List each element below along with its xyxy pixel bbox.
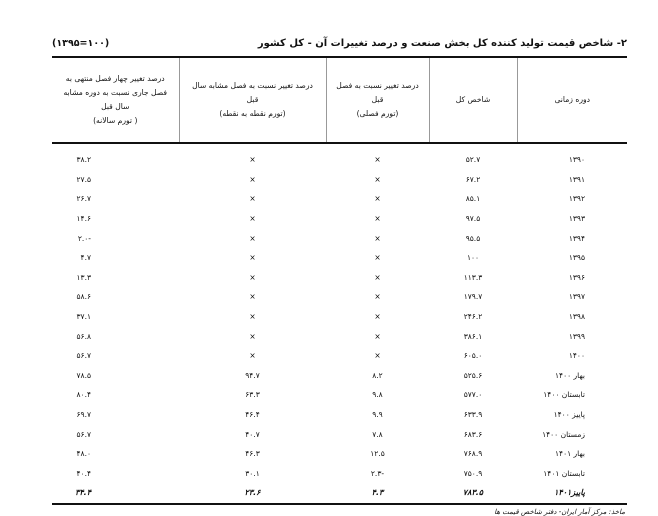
cell-yoy: ۴۰.۷ <box>245 429 260 439</box>
cell-qoq: × <box>374 272 381 282</box>
cell-annual: ۵۶.۷ <box>76 351 91 361</box>
cell-index: ۷۸۳.۵ <box>429 483 517 504</box>
cell-index: ۹۷.۵ <box>465 214 481 224</box>
cell-yoy: ۴۶.۳ <box>245 449 260 459</box>
cell-period: ۱۳۹۴ <box>568 233 585 243</box>
cell-period: بهار ۱۴۰۱ <box>555 449 585 459</box>
cell-yoy: × <box>249 351 256 361</box>
cell-yoy: ۶۳.۳ <box>245 390 260 400</box>
table-row <box>52 405 627 425</box>
cell-annual: ۸۰.۴ <box>76 390 91 400</box>
cell-annual: ۵۸.۶ <box>76 292 91 302</box>
cell-qoq: × <box>374 194 381 204</box>
cell-annual: ۳۸.۲ <box>76 155 91 165</box>
cell-annual: ۱۴.۶ <box>76 214 91 224</box>
table-row <box>52 464 627 484</box>
cell-annual: -۲.۰ <box>77 233 91 243</box>
table-row <box>52 385 627 405</box>
cell-yoy: × <box>249 292 256 302</box>
table-row <box>52 483 627 504</box>
base-year-note: (۱۰۰=۱۳۹۵) <box>52 38 110 49</box>
cell-period: ۱۳۹۳ <box>568 214 585 224</box>
cell-period: ۱۳۹۲ <box>568 194 585 204</box>
cell-period: ۱۳۹۵ <box>568 253 585 263</box>
cell-annual: ۵۶.۸ <box>76 331 91 341</box>
cell-yoy: × <box>249 272 256 282</box>
cell-index: ۵۷۷.۰ <box>463 390 483 400</box>
cell-period: ۱۳۹۷ <box>568 292 585 302</box>
cell-annual: ۲۶.۷ <box>76 194 91 204</box>
cell-yoy: ۴۶.۴ <box>245 410 260 420</box>
cell-yoy: × <box>249 233 256 243</box>
table-row <box>52 228 627 248</box>
cell-qoq: × <box>374 292 381 302</box>
cell-qoq: ۹.۹ <box>372 410 383 420</box>
cell-yoy: ۹۴.۷ <box>245 370 260 380</box>
cell-annual: ۱۳.۳ <box>76 272 91 282</box>
cell-annual: ۴۸.۰ <box>76 449 91 459</box>
table-row <box>52 248 627 268</box>
table-row <box>52 424 627 444</box>
source-note: ماخذ: مرکز آمار ایران- دفتر شاخص قیمت ها <box>494 507 625 516</box>
cell-qoq: × <box>374 155 381 165</box>
cell-qoq: ۷.۸ <box>372 429 383 439</box>
cell-qoq: × <box>374 253 381 263</box>
header-index: شاخص کل <box>429 57 517 143</box>
table-row <box>52 307 627 327</box>
header-period: دوره زمانی <box>517 57 627 143</box>
cell-index: ۲۴۶.۲ <box>463 312 483 322</box>
cell-yoy: ۳۰.۱ <box>245 468 260 478</box>
table-row <box>52 170 627 190</box>
cell-qoq: × <box>374 214 381 224</box>
header-yoy: درصد تغییر نسبت به فصل مشابه سال قبل (تورم نقطه به نقطه) <box>179 57 326 143</box>
cell-index: ۸۵.۱ <box>465 194 481 204</box>
cell-index: ۶۷.۲ <box>465 174 481 184</box>
title-row <box>52 38 627 56</box>
cell-index: ۶۰۵.۰ <box>463 351 483 361</box>
table-row <box>52 366 627 386</box>
cell-period: ۱۳۹۹ <box>568 331 585 341</box>
cell-annual: ۷۸.۵ <box>76 370 91 380</box>
header-row <box>52 57 627 143</box>
cell-period: پاییز ۱۴۰۰ <box>553 410 585 420</box>
cell-index: ۱۱۳.۳ <box>463 272 483 282</box>
cell-index: ۷۵۰.۹ <box>463 468 483 478</box>
cell-yoy: × <box>249 174 256 184</box>
cell-period: ۱۳۹۸ <box>568 312 585 322</box>
cell-qoq: × <box>374 312 381 322</box>
cell-yoy: × <box>249 155 256 165</box>
table-page <box>52 38 627 516</box>
cell-period: تابستان ۱۴۰۰ <box>543 390 585 400</box>
cell-qoq: ۹.۸ <box>372 390 383 400</box>
cell-annual: ۴.۷ <box>80 253 91 263</box>
table-row <box>52 287 627 307</box>
cell-index: ۷۶۸.۹ <box>463 449 483 459</box>
cell-index: ۵۲.۷ <box>465 155 481 165</box>
cell-annual: ۵۶.۷ <box>76 429 91 439</box>
table-row <box>52 326 627 346</box>
cell-period: زمستان ۱۴۰۰ <box>542 429 585 439</box>
table-row <box>52 143 627 170</box>
cell-qoq: ۱۲.۵ <box>370 449 385 459</box>
cell-period: ۱۳۹۰ <box>568 155 585 165</box>
table-row <box>52 209 627 229</box>
table-body <box>52 143 627 504</box>
table-row <box>52 268 627 288</box>
cell-yoy: ۲۳.۶ <box>179 483 326 504</box>
cell-annual: ۴۰.۴ <box>76 468 91 478</box>
cell-period: بهار ۱۴۰۰ <box>555 370 585 380</box>
cell-annual: ۶۹.۷ <box>76 410 91 420</box>
cell-yoy: × <box>249 214 256 224</box>
cell-index: ۵۲۵.۶ <box>463 370 483 380</box>
table-title: ۲- شاخص قیمت تولید کننده کل بخش صنعت و درصد تغییرات آن - کل کشور <box>257 38 627 49</box>
cell-qoq: -۲.۳ <box>370 468 385 478</box>
cell-yoy: × <box>249 194 256 204</box>
cell-index: ۶۸۳.۶ <box>463 429 483 439</box>
cell-annual: ۳۴.۴ <box>52 483 179 504</box>
table-row <box>52 346 627 366</box>
cell-yoy: × <box>249 312 256 322</box>
cell-yoy: × <box>249 331 256 341</box>
cell-yoy: × <box>249 253 256 263</box>
cell-qoq: × <box>374 233 381 243</box>
cell-annual: ۲۷.۵ <box>76 174 91 184</box>
header-annual: درصد تغییر چهار فصل منتهی به فصل جاری نسبت به دوره مشابه سال قبل ( تورم سالانه) <box>63 74 167 125</box>
table-row <box>52 444 627 464</box>
cell-period: تابستان ۱۴۰۱ <box>543 468 585 478</box>
cell-period: ۱۳۹۱ <box>568 174 585 184</box>
cell-period: ۱۳۹۶ <box>568 272 585 282</box>
cell-index: ۳۸۶.۱ <box>463 331 483 341</box>
cell-period: ۱۴۰۰ <box>568 351 585 361</box>
cell-index: ۹۵.۵ <box>465 233 481 243</box>
cell-qoq: ۸.۲ <box>372 370 383 380</box>
cell-index: ۶۳۳.۹ <box>463 410 483 420</box>
cell-index: ۱۰۰ <box>466 253 480 263</box>
header-qoq: درصد تغییر نسبت به فصل قبل (تورم فصلی) <box>326 57 429 143</box>
cell-qoq: × <box>374 174 381 184</box>
cell-period: پاییز۱۴۰۱ <box>517 483 627 504</box>
ppi-table <box>52 56 627 505</box>
table-row <box>52 189 627 209</box>
cell-qoq: × <box>374 351 381 361</box>
cell-annual: ۳۷.۱ <box>76 312 91 322</box>
cell-qoq: ۴.۳ <box>326 483 429 504</box>
cell-qoq: × <box>374 331 381 341</box>
cell-index: ۱۷۹.۷ <box>463 292 483 302</box>
